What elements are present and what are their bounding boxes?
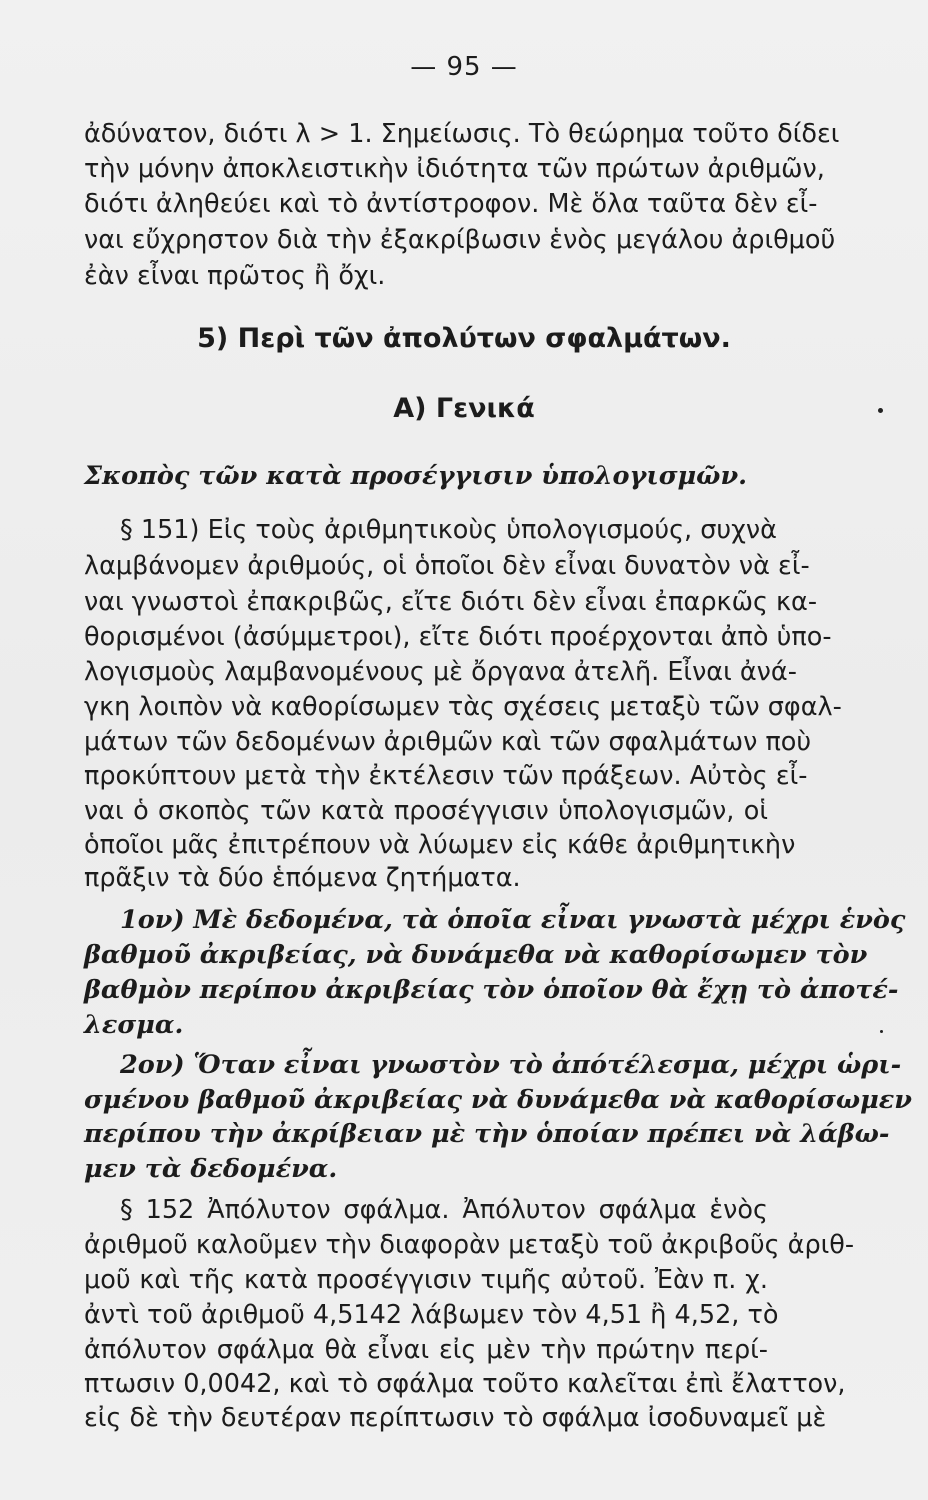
text-line: θορισμένοι (ἀσύμμετροι), εἴτε διότι προέρχονται ἀπὸ ὑπο- bbox=[84, 622, 832, 652]
text-line: εἰς δὲ τὴν δευτέραν περίπτωσιν τὸ σφάλμα ἰσοδυναμεῖ μὲ bbox=[84, 1403, 827, 1433]
text-line: ναι εὔχρηστον διὰ τὴν ἐξακρίβωσιν ἑνὸς μεγάλου ἀριθμοῦ bbox=[84, 225, 836, 255]
text-line: § 151) Εἰς τοὺς ἀριθμητικοὺς ὑπολογισμούς, συχνὰ bbox=[120, 515, 777, 545]
text-line: § 152 Ἀπόλυτον σφάλμα. Ἀπόλυτον σφάλμα ἑνὸς bbox=[120, 1195, 768, 1225]
text-line: περίπου τὴν ἀκρίβειαν μὲ τὴν ὁποίαν πρέπει νὰ λάβω- bbox=[84, 1119, 890, 1149]
text-line: ἀπόλυτον σφάλμα θὰ εἶναι εἰς μὲν τὴν πρώτην περί- bbox=[84, 1335, 768, 1365]
text-line: μεν τὰ δεδομένα. bbox=[84, 1154, 338, 1184]
text-line: ναι ὁ σκοπὸς τῶν κατὰ προσέγγισιν ὑπολογισμῶν, οἱ bbox=[84, 796, 768, 826]
text-line: γκη λοιπὸν νὰ καθορίσωμεν τὰς σχέσεις μεταξὺ τῶν σφαλ- bbox=[84, 692, 842, 722]
text-line: μάτων τῶν δεδομένων ἀριθμῶν καὶ τῶν σφαλμάτων ποὺ bbox=[84, 727, 812, 757]
subsection-heading: Α) Γενικά bbox=[393, 393, 535, 424]
print-speck bbox=[878, 408, 883, 413]
text-line: μοῦ καὶ τῆς κατὰ προσέγγισιν τιμῆς αὐτοῦ. Ἐὰν π. χ. bbox=[84, 1265, 768, 1295]
text-line: λαμβάνομεν ἀριθμούς, οἱ ὁποῖοι δὲν εἶναι δυνατὸν νὰ εἶ- bbox=[84, 551, 810, 581]
text-line: βαθμοῦ ἀκριβείας, νὰ δυνάμεθα νὰ καθορίσωμεν τὸν bbox=[84, 940, 868, 970]
text-line: ὁποῖοι μᾶς ἐπιτρέπουν νὰ λύωμεν εἰς κάθε ἀριθμητικὴν bbox=[84, 830, 796, 860]
section-heading: 5) Περὶ τῶν ἀπολύτων σφαλμάτων. bbox=[197, 323, 731, 354]
print-speck bbox=[880, 1030, 883, 1033]
text-line: πρᾶξιν τὰ δύο ἑπόμενα ζητήματα. bbox=[84, 863, 521, 893]
text-line: 1ον) Μὲ δεδομένα, τὰ ὁποῖα εἶναι γνωστὰ μέχρι ἑνὸς bbox=[120, 905, 906, 935]
text-line: ἀδύνατον, διότι λ > 1. Σημείωσις. Τὸ θεώρημα τοῦτο δίδει bbox=[84, 119, 840, 149]
text-line: τὴν μόνην ἀποκλειστικὴν ἰδιότητα τῶν πρώτων ἀριθμῶν, bbox=[84, 154, 825, 184]
text-line: ναι γνωστοὶ ἐπακριβῶς, εἴτε διότι δὲν εἶναι ἐπαρκῶς κα- bbox=[84, 587, 818, 617]
text-line: προκύπτουν μετὰ τὴν ἐκτέλεσιν τῶν πράξεων. Αὐτὸς εἶ- bbox=[84, 761, 808, 791]
text-line: ἐὰν εἶναι πρῶτος ἢ ὄχι. bbox=[84, 261, 386, 291]
text-line: διότι ἀληθεύει καὶ τὸ ἀντίστροφον. Μὲ ὅλα ταῦτα δὲν εἶ- bbox=[84, 189, 818, 219]
text-line: 2ον) Ὅταν εἶναι γνωστὸν τὸ ἀπότέλεσμα, μέχρι ὡρι- bbox=[120, 1050, 902, 1080]
text-line: λεσμα. bbox=[84, 1010, 184, 1040]
text-line: ἀριθμοῦ καλοῦμεν τὴν διαφορὰν μεταξὺ τοῦ ἀκριβοῦς ἀριθ- bbox=[84, 1230, 855, 1260]
text-line: πτωσιν 0,0042, καὶ τὸ σφάλμα τοῦτο καλεῖται ἐπὶ ἔλαττον, bbox=[84, 1369, 846, 1399]
topic-subheading: Σκοπὸς τῶν κατὰ προσέγγισιν ὑπολογισμῶν. bbox=[84, 461, 748, 491]
page-number: — 95 — bbox=[410, 52, 518, 82]
text-line: λογισμοὺς λαμβανομένους μὲ ὄργανα ἀτελῆ. Εἶναι ἀνά- bbox=[84, 657, 797, 687]
text-line: βαθμὸν περίπου ἀκριβείας τὸν ὁποῖον θὰ ἔχῃ τὸ ἀποτέ- bbox=[84, 975, 899, 1005]
text-line: σμένου βαθμοῦ ἀκριβείας νὰ δυνάμεθα νὰ καθορίσωμεν bbox=[84, 1085, 912, 1115]
text-line: ἀντὶ τοῦ ἀριθμοῦ 4,5142 λάβωμεν τὸν 4,51 ἢ 4,52, τὸ bbox=[84, 1300, 779, 1330]
